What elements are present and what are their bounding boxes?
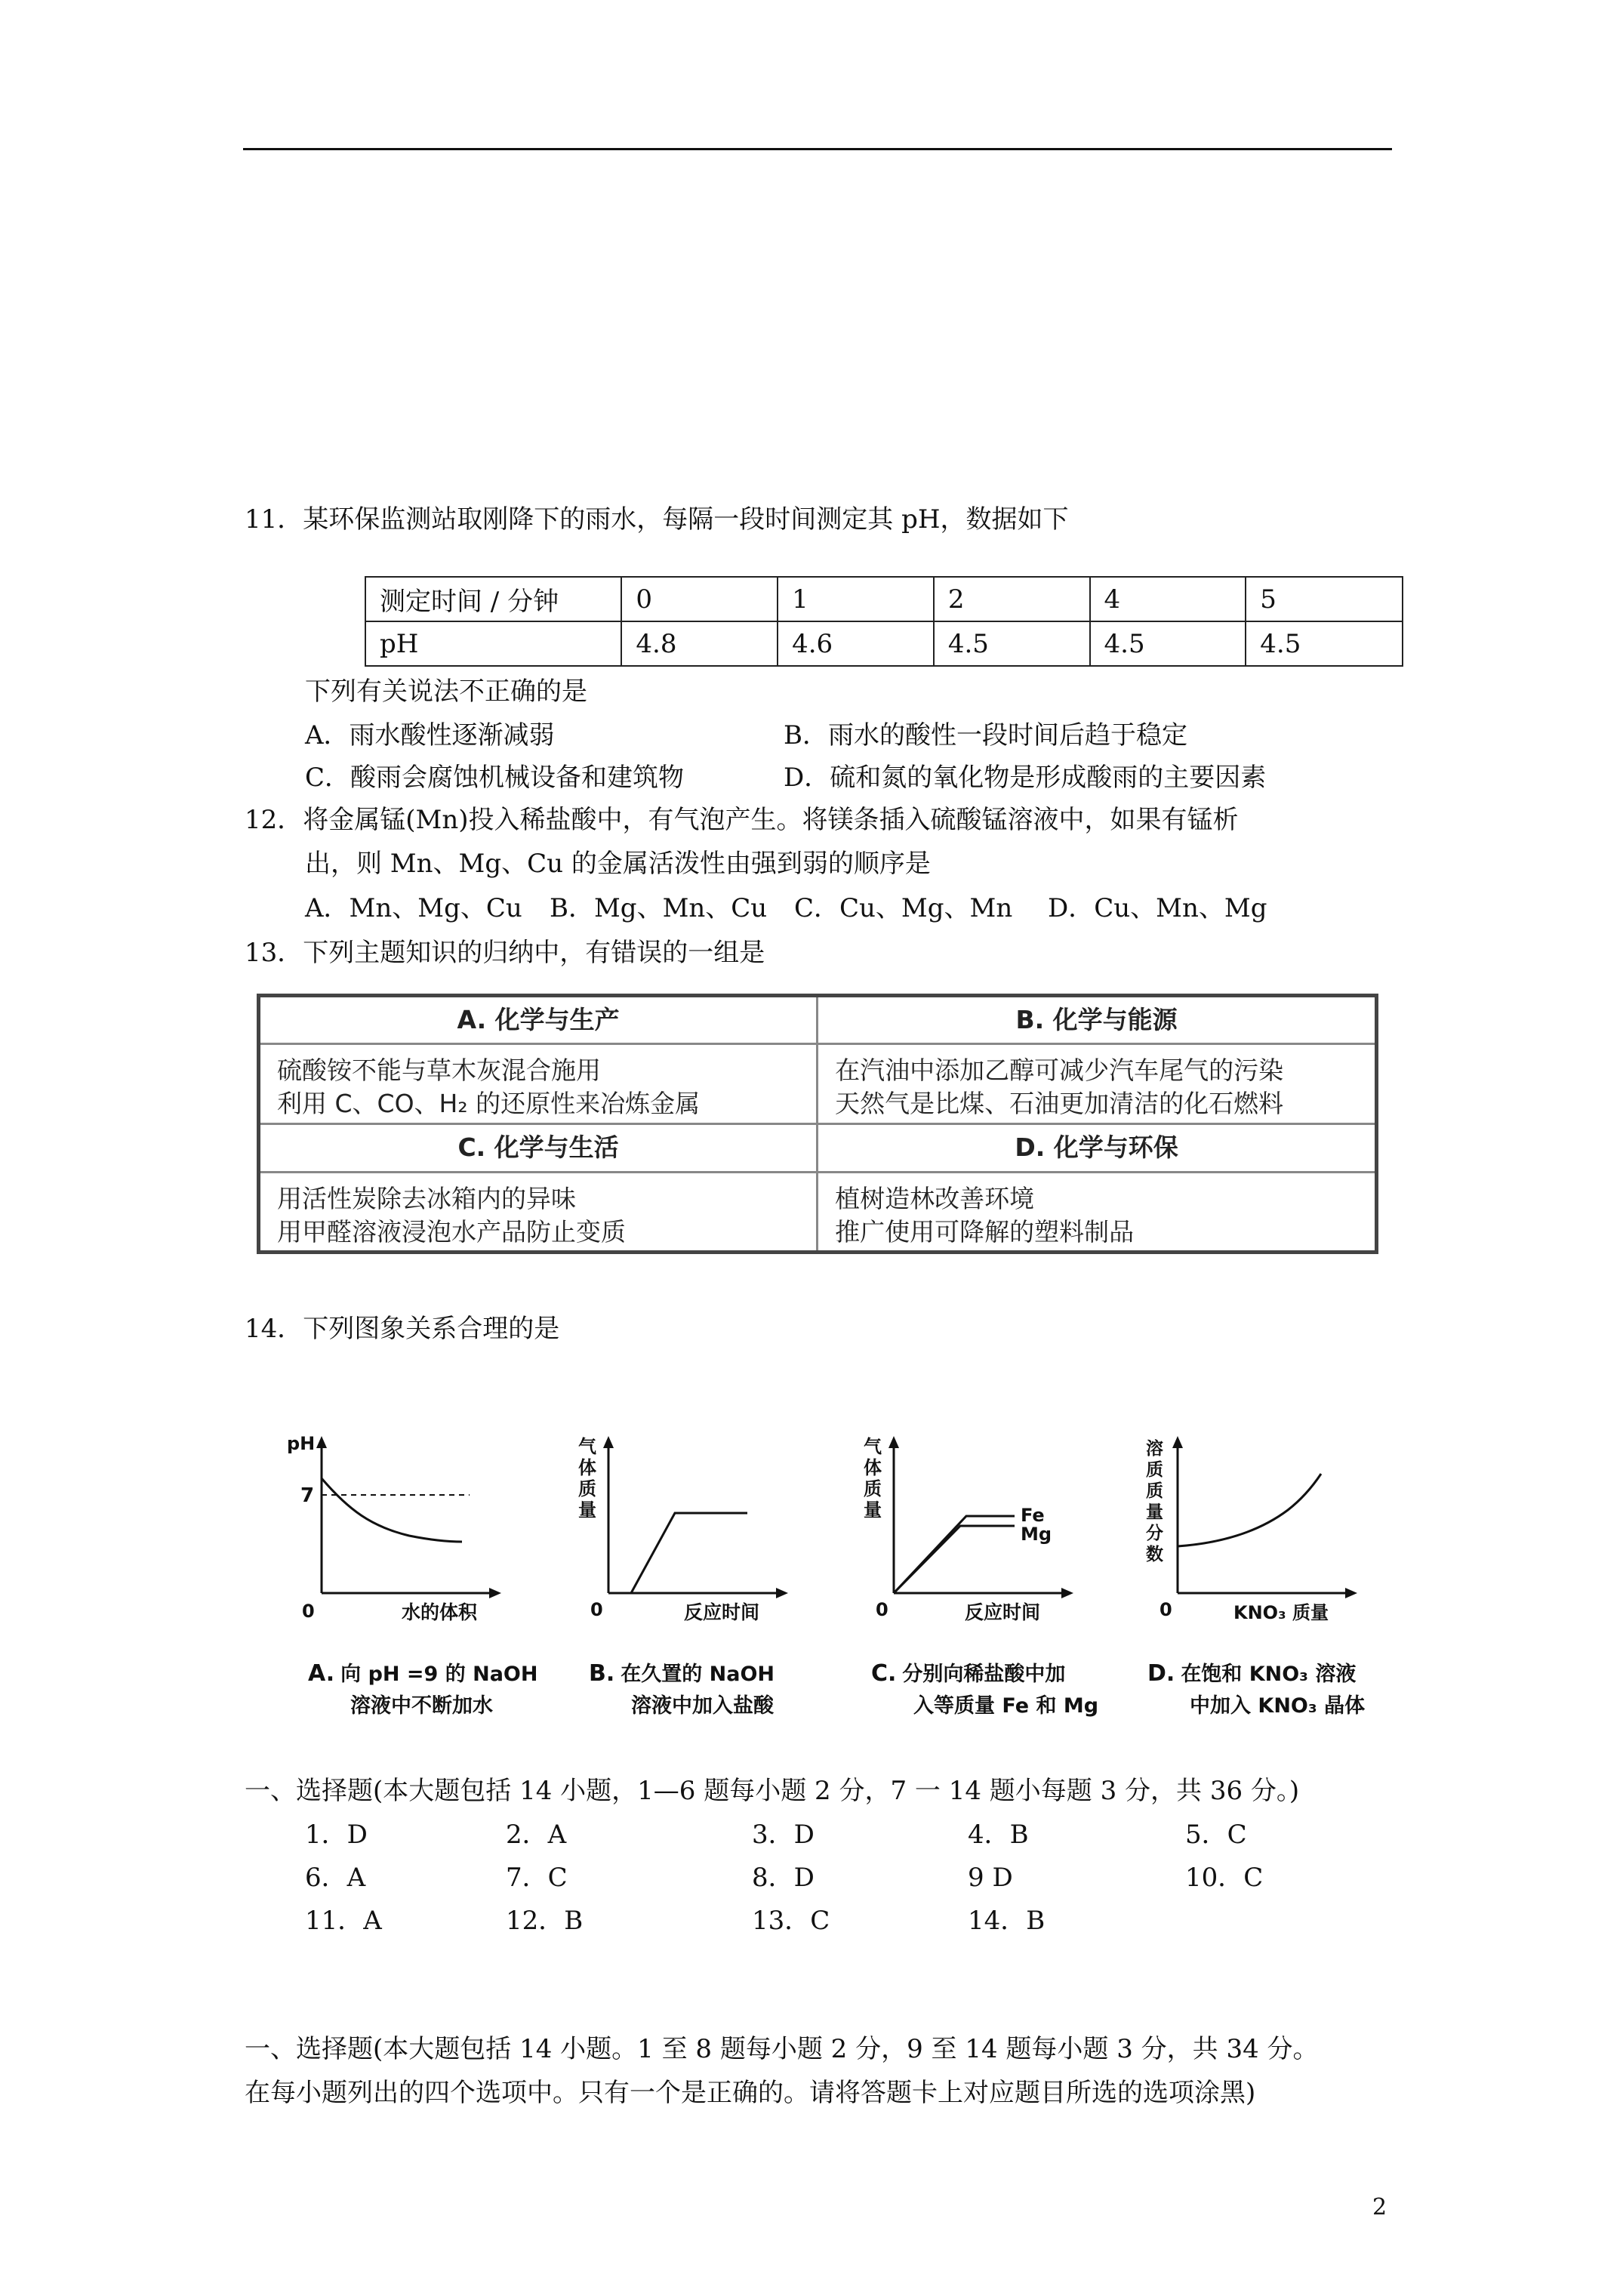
q11-prompt: 下列有关说法不正确的是 (305, 676, 587, 707)
graph-d-ylabel-1: 溶 (1146, 1439, 1163, 1459)
answer-cell: 5．C (1185, 1820, 1247, 1850)
arrow-up-icon (603, 1436, 614, 1448)
graph-a-ylabel: pH (287, 1433, 316, 1454)
q14-stem: 14．下列图象关系合理的是 (245, 1314, 560, 1344)
graph-d-origin: 0 (1160, 1599, 1172, 1620)
q13-cell-b-title: B. 化学与能源 (818, 996, 1377, 1044)
q11-ph-cell: 4.8 (621, 621, 778, 666)
graph-c-caption-line2: 入等质量 Fe 和 Mg (913, 1694, 1099, 1718)
answer-cell: 3．D (752, 1820, 815, 1850)
q13-cell-c-line: 用活性炭除去冰箱内的异味 (277, 1184, 576, 1213)
q11-option-d: D．硫和氮的氧化物是形成酸雨的主要因素 (784, 763, 1267, 793)
section-heading-line2: 在每小题列出的四个选项中。只有一个是正确的。请将答题卡上对应题目所选的选项涂黑) (245, 2078, 1256, 2108)
graph-b-ylabel-3: 质 (578, 1478, 596, 1499)
table-row (365, 621, 1403, 666)
graph-b-caption (589, 1658, 775, 1722)
section-heading-line1: 一、选择题(本大题包括 14 小题。1 至 8 题每小题 2 分，9 至 14 题每小题 3 分，共 34 分。 (245, 2034, 1319, 2064)
q11-stem: 11．某环保监测站取刚降下的雨水，每隔一段时间测定其 pH，数据如下 (245, 504, 1069, 535)
graph-c-caption-letter: C. (871, 1660, 897, 1687)
table-row (259, 1173, 1377, 1253)
graph-c-caption (871, 1658, 1098, 1722)
q12-stem-line1: 12．将金属锰(Mn)投入稀盐酸中，有气泡产生。将镁条插入硫酸锰溶液中，如果有锰析 (245, 805, 1239, 835)
q13-cell-c-body (259, 1173, 818, 1253)
q13-stem: 13．下列主题知识的归纳中，有错误的一组是 (245, 938, 765, 968)
graph-c-ylabel-4: 量 (864, 1499, 882, 1521)
table-row (365, 577, 1403, 621)
graph-c-series-fe (894, 1516, 1015, 1593)
graph-b (568, 1427, 794, 1638)
q11-ph-cell: 4.6 (778, 621, 934, 666)
answer-cell: 13．C (752, 1906, 830, 1936)
graph-d-xlabel: KNO₃ 质量 (1233, 1602, 1329, 1623)
q13-cell-a-body (259, 1044, 818, 1124)
q13-cell-a-line: 利用 C、CO、H₂ 的还原性来冶炼金属 (277, 1089, 701, 1118)
graph-b-ylabel-1: 气 (578, 1436, 596, 1457)
graph-d (1137, 1427, 1363, 1638)
graph-b-ylabel-2: 体 (578, 1457, 596, 1478)
graph-d-caption-line1: 在饱和 KNO₃ 溶液 (1181, 1663, 1357, 1686)
graph-a-caption-letter: A. (308, 1660, 335, 1687)
graph-d-caption-line2: 中加入 KNO₃ 晶体 (1190, 1694, 1366, 1718)
graph-c-origin: 0 (876, 1599, 888, 1620)
graph-c (853, 1427, 1087, 1638)
graph-d-caption-letter: D. (1147, 1660, 1175, 1687)
graph-b-caption-line1: 在久置的 NaOH (621, 1663, 775, 1686)
q11-time-cell: 0 (621, 577, 778, 621)
graph-d-ylabel-4: 量 (1146, 1502, 1163, 1522)
q11-row-label: pH (365, 621, 621, 666)
graph-b-caption-line2: 溶液中加入盐酸 (631, 1694, 774, 1718)
graph-a (281, 1427, 507, 1638)
graph-d-ylabel-5: 分 (1146, 1524, 1163, 1543)
answers-heading: 一、选择题(本大题包括 14 小题，1—6 题每小题 2 分，7 一 14 题小每题 3 分，共 36 分。) (245, 1776, 1300, 1806)
graph-c-label-mg: Mg (1021, 1524, 1052, 1545)
graph-b-ylabel-4: 量 (578, 1499, 596, 1521)
graph-c-label-fe: Fe (1021, 1505, 1045, 1526)
graph-a-origin: 0 (302, 1601, 315, 1622)
header-rule (243, 148, 1392, 150)
q13-cell-c-line: 用甲醛溶液浸泡水产品防止变质 (277, 1217, 626, 1247)
table-row (259, 1124, 1377, 1173)
arrow-up-icon (888, 1436, 899, 1448)
graph-a-caption (308, 1658, 537, 1722)
arrow-up-icon (1172, 1436, 1183, 1448)
q11-option-a: A．雨水酸性逐渐减弱 (305, 720, 555, 750)
answer-cell: 9 D (968, 1863, 1013, 1893)
arrow-right-icon (489, 1588, 501, 1598)
graph-a-xlabel: 水的体积 (402, 1601, 478, 1623)
graph-a-caption-line2: 溶液中不断加水 (350, 1694, 493, 1718)
graph-b-xlabel: 反应时间 (684, 1601, 760, 1623)
answer-cell: 14．B (968, 1906, 1046, 1936)
q12-stem-line2: 出，则 Mn、Mg、Cu 的金属活泼性由强到弱的顺序是 (305, 849, 931, 879)
q13-knowledge-table (257, 994, 1378, 1254)
graph-d-caption (1147, 1658, 1365, 1722)
graph-c-ylabel-1: 气 (864, 1436, 882, 1457)
graph-d-ylabel-6: 数 (1146, 1545, 1163, 1564)
q13-cell-c-title: C. 化学与生活 (259, 1124, 818, 1173)
graph-c-caption-line1: 分别向稀盐酸中加 (902, 1663, 1066, 1686)
q13-cell-d-title: D. 化学与环保 (818, 1124, 1377, 1173)
graph-c-ylabel-3: 质 (864, 1478, 882, 1499)
q11-ph-cell: 4.5 (1090, 621, 1246, 666)
q13-cell-d-body (818, 1173, 1377, 1253)
q11-time-cell: 1 (778, 577, 934, 621)
answer-cell: 4．B (968, 1820, 1029, 1850)
q12-option-b: B．Mg、Mn、Cu (550, 893, 768, 923)
q13-cell-d-line: 推广使用可降解的塑料制品 (835, 1217, 1135, 1247)
q12-option-d: D．Cu、Mn、Mg (1048, 893, 1267, 923)
q11-ph-cell: 4.5 (934, 621, 1090, 666)
graph-b-caption-letter: B. (589, 1660, 615, 1687)
graph-a-curve (322, 1478, 462, 1542)
q11-option-b: B．雨水的酸性一段时间后趋于稳定 (784, 720, 1187, 750)
arrow-up-icon (316, 1436, 327, 1448)
graph-d-ylabel-3: 质 (1146, 1481, 1163, 1501)
graph-b-curve (631, 1513, 747, 1593)
graph-a-caption-line1: 向 pH =9 的 NaOH (340, 1663, 538, 1686)
graph-d-ylabel-2: 质 (1146, 1460, 1163, 1480)
graph-c-xlabel: 反应时间 (965, 1601, 1041, 1623)
arrow-right-icon (1345, 1588, 1357, 1598)
graph-a-ref-tick: 7 (300, 1484, 315, 1507)
answer-cell: 1．D (305, 1820, 368, 1850)
page-number: 2 (1372, 2194, 1387, 2220)
graph-c-ylabel-2: 体 (864, 1457, 882, 1478)
q13-cell-b-line: 天然气是比煤、石油更加清洁的化石燃料 (835, 1089, 1284, 1118)
answer-cell: 11．A (305, 1906, 382, 1936)
q12-option-c: C．Cu、Mg、Mn (794, 893, 1013, 923)
q13-cell-a-title: A. 化学与生产 (259, 996, 818, 1044)
arrow-right-icon (776, 1588, 788, 1598)
arrow-right-icon (1061, 1588, 1073, 1598)
answer-cell: 10．C (1185, 1863, 1264, 1893)
q11-header-label: 测定时间 / 分钟 (365, 577, 621, 621)
graph-b-origin: 0 (590, 1599, 603, 1620)
answer-cell: 8．D (752, 1863, 815, 1893)
answer-cell: 6．A (305, 1863, 366, 1893)
q11-time-cell: 4 (1090, 577, 1246, 621)
q11-ph-table (365, 576, 1403, 667)
q11-time-cell: 2 (934, 577, 1090, 621)
q11-time-cell: 5 (1246, 577, 1403, 621)
graph-d-curve (1178, 1474, 1321, 1546)
answer-cell: 7．C (506, 1863, 568, 1893)
q13-cell-b-line: 在汽油中添加乙醇可减少汽车尾气的污染 (835, 1056, 1284, 1085)
table-row (259, 996, 1377, 1044)
q11-option-c: C．酸雨会腐蚀机械设备和建筑物 (305, 763, 685, 793)
q11-ph-cell: 4.5 (1246, 621, 1403, 666)
answer-cell: 2．A (506, 1820, 567, 1850)
q13-cell-d-line: 植树造林改善环境 (835, 1184, 1035, 1213)
q12-option-a: A．Mn、Mg、Cu (305, 893, 522, 923)
table-row (259, 1044, 1377, 1124)
graph-c-series-mg (894, 1526, 1015, 1593)
q13-cell-b-body (818, 1044, 1377, 1124)
answer-cell: 12．B (506, 1906, 584, 1936)
q13-cell-a-line: 硫酸铵不能与草木灰混合施用 (277, 1056, 601, 1085)
